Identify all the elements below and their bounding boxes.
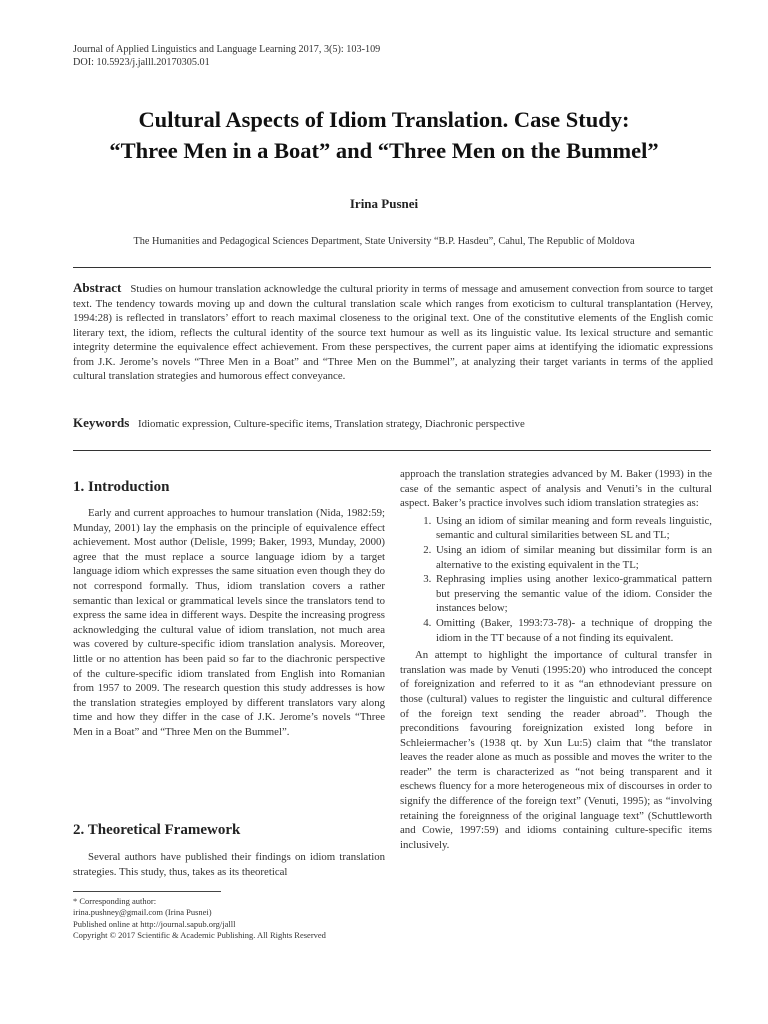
paper-title-line-2: “Three Men in a Boat” and “Three Men on the Bummel” (109, 138, 659, 163)
introduction-body (73, 506, 385, 740)
strategy-list (400, 514, 712, 645)
theoretical-framework-body (73, 850, 385, 879)
section-heading-introduction: 1. Introduction (73, 479, 170, 495)
strategy-item: 3. Rephrasing implies using another lexico-grammatical pattern but preserving the semantic value of the idiom. Consider the instances below; (434, 572, 712, 616)
paper-title-line-1: Cultural Aspects of Idiom Translation. Case Study: (138, 107, 630, 132)
footnote-email: irina.pushney@gmail.com (Irina Pusnei) (73, 907, 212, 918)
foreignization-paragraph: An attempt to highlight the importance of cultural transfer in translation was made by Venuti (1995:20) who introduced the concept of foreignization and referred to it as “an ethnodeviant pressure on those (cultural) values to register the linguistic and cultural difference of the foreign text sending the reader abroad”. Though the preconditions favouring foreignization existed long before in Schleiermacher’s (1938 qt. by Xun Lu:5) claim that “the translator leaves the reader alone as much as possible and moves the writer to the reader” the term is characterized as “not being transparent and it eschews fluency for a more heterogeneous mix of discourses in order to signify the difference of the foreign text” (Venuti, 1995); as “involving retaining the foreignness of the original language text” (Schuttleworth and Cowie, 1997:59) and idioms containing culture-specific items inclusively. (400, 649, 712, 851)
footnote-published: Published online at http://journal.sapub.org/jalll (73, 918, 236, 929)
keywords-block (73, 415, 713, 431)
author-name: Irina Pusnei (349, 196, 419, 211)
paper-title (0, 104, 768, 166)
journal-doi: DOI: 10.5923/j.jalll.20170305.01 (73, 56, 210, 68)
strategy-item: 1. Using an idiom of similar meaning and form reveals linguistic, semantic and cultural similarities between SL and TL; (434, 514, 712, 543)
footnote-copyright: Copyright © 2017 Scientific & Academic Publishing. All Rights Reserved (73, 930, 326, 941)
keywords-text: Idiomatic expression, Culture-specific items, Translation strategy, Diachronic perspective (138, 418, 525, 430)
footnote (73, 896, 326, 942)
journal-header (73, 44, 380, 69)
author-affiliation: The Humanities and Pedagogical Sciences Department, State University “B.P. Hasdeu”, Cahul, The Republic of Moldova (133, 236, 635, 247)
introduction-paragraph: Early and current approaches to humour translation (Nida, 1982:59; Munday, 2001) lay the emphasis on the principle of equivalence effect achievement. Most author (Delisle, 1999; Baker, 1993, Munday, 2000) agree that the must replace a source language idiom by a target language idiom which expresses the same situation even though they do not correspond formally. Thus, idiom translation covers a rather semantic than lexical or grammatical levels since the translators tend to express the same idea in different ways. Despite the increasing progress acknowledging the cultural value of idiom translation, not much area was covered by culture-specific idiom translation analysis. Moreover, little or no attention has been paid so far to the diachronic perspective of the culture-specific idiom translated from English into Romanian from 1957 to 2009. The research question this study addresses is how the translation strategies employed by different translators vary along time and how they differ in the case of J.K. Jerome’s novels “Three Men in a Boat” and “Three Men on the Bummel”. (73, 507, 385, 738)
strategy-item: 2. Using an idiom of similar meaning but dissimilar form is an alternative to the existing equivalent in the TL; (434, 543, 712, 572)
strategy-item: 4. Omitting (Baker, 1993:73-78)- a technique of dropping the idiom in the TT because of a not finding its equivalent. (434, 616, 712, 645)
abstract-text: Studies on humour translation acknowledge the cultural priority in terms of message and amusement convection from source to target text. The tendency towards moving up and down the cultural translation scale which ranges from exoticism to cultural transplantation (Hervey, 1994:28) is reflected in translators’ effort to reach maximal closeness to the original text. One of the constitutive elements of the English comic literary text, the idiom, reflects the cultural identity of the source text humour as well as its linguistic value. Its lexical structure and semantic integrity determine the equivalence effect achievement. From these perspectives, the current paper aims at identifying the idiomatic expressions from J.K. Jerome’s novels “Three Men in a Boat” and “Three Men on the Bummel”, at analyzing their target variants in terms of the applied cultural translation strategies and humorous effect conveyance. (73, 283, 713, 382)
abstract-heading: Abstract (73, 280, 122, 295)
theoretical-framework-paragraph: Several authors have published their findings on idiom translation strategies. This study, thus, takes as its theoretical (73, 851, 385, 878)
right-column-intro: approach the translation strategies advanced by M. Baker (1993) in the case of the semantic aspect of analysis and Venuti’s in the cultural aspect. Baker’s practice involves such idiom translation strategies as: (400, 468, 712, 510)
divider-bottom (73, 450, 711, 451)
journal-citation: Journal of Applied Linguistics and Language Learning 2017, 3(5): 103-109 (73, 44, 381, 55)
keywords-heading: Keywords (73, 415, 130, 430)
right-column (400, 467, 712, 852)
footnote-corresponding: * Corresponding author: (73, 896, 157, 906)
divider-top (73, 267, 711, 268)
abstract-block (73, 281, 713, 384)
section-heading-theoretical-framework: 2. Theoretical Framework (73, 822, 241, 838)
footnote-divider (73, 891, 221, 892)
